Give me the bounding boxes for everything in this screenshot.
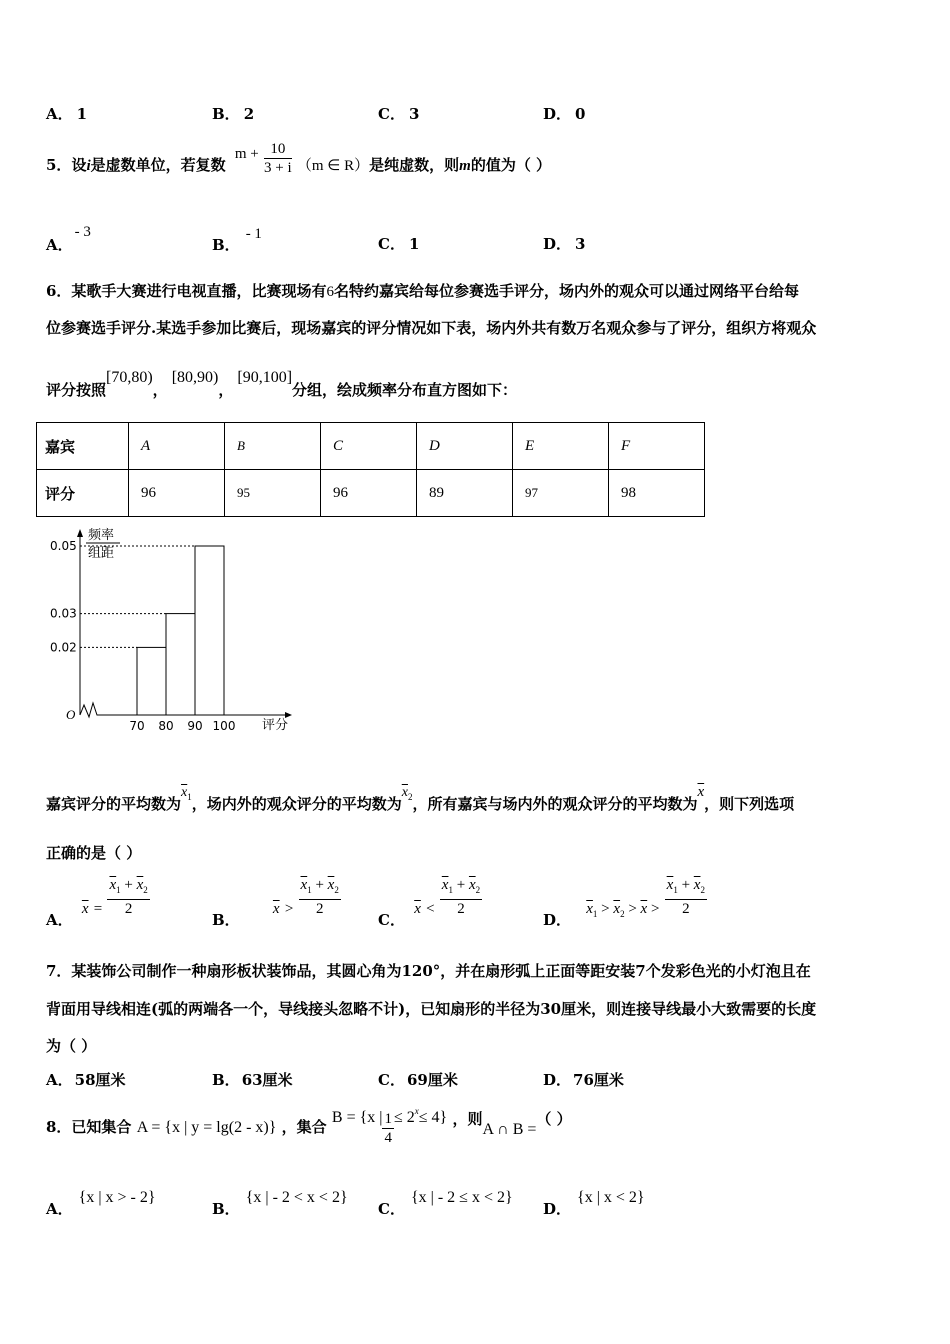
q4-option-b: B． 2	[212, 105, 255, 123]
q7-option-d: D． 76厘米	[543, 1071, 624, 1089]
y-tick-label: 0.02	[50, 640, 77, 655]
q4-option-c: C． 3	[378, 105, 420, 123]
q4-option-a: A． 1	[46, 105, 88, 123]
table-cell: F	[609, 423, 705, 470]
q8-stem: 8．已知集合 A = {x | y = lg(2 - x)} ，集合 B = {x | $\frac{1}{4}$ ≤ $2^x\le 4$} ，则A ∩ B =（ ）	[46, 1106, 572, 1146]
q5-fraction: $\frac{10}{3 + i}$	[264, 141, 292, 176]
table-cell: E	[513, 423, 609, 470]
q5-option-d: D． 3	[543, 235, 586, 253]
x2-bar: $\overline{x}$	[401, 785, 408, 800]
q5-option-c: C． 1	[378, 235, 420, 253]
q6-option-a: A． $\overline{x}$ = $\frac{\overline{x}_1 + \overline{x}_2}{2}$	[46, 877, 148, 929]
x-tick-label: 70	[129, 719, 145, 733]
guest-score-table	[36, 422, 705, 517]
histogram-bar	[195, 546, 224, 715]
origin-label: O	[66, 707, 76, 722]
q6-line-3: 评分按照[70,80)，[80,90)，[90,100]分组，绘成频率分布直方图如下：	[46, 369, 518, 399]
interval-70-80: [70,80)	[106, 369, 153, 386]
set-b-fraction: $\frac{1}{4}$	[384, 1110, 392, 1146]
x-tick-label: 80	[158, 719, 174, 733]
x-tick-label: 100	[212, 719, 236, 733]
q7-option-c: C． 69厘米	[378, 1071, 458, 1089]
set-a: A = {x | y = lg(2 - x)}	[136, 1119, 277, 1136]
y-tick-label: 0.03	[50, 606, 77, 621]
q5-m-plus: m +	[234, 146, 259, 162]
q8-option-b: B．{x | - 2 < x < 2}	[212, 1189, 348, 1218]
table-cell: A	[129, 423, 225, 470]
q5-option-a: A．- 3	[46, 224, 91, 254]
interval-90-100: [90,100]	[237, 369, 293, 386]
frequency-histogram	[40, 525, 340, 745]
x-axis-label: 评分	[262, 718, 289, 733]
q6-line-2: 位参赛选手评分.某选手参加比赛后，现场嘉宾的评分情况如下表，场内外共有数万名观众参与了评分，组织方将观众	[46, 319, 817, 337]
histogram-bar	[166, 614, 195, 715]
table-cell: 96	[129, 470, 225, 517]
x1-bar: $\overline{x}$	[181, 785, 188, 800]
table-cell: D	[417, 423, 513, 470]
y-label-bottom: 组距	[88, 546, 115, 561]
table-cell: 89	[417, 470, 513, 517]
table-cell: 96	[321, 470, 417, 517]
y-label-top: 频率	[88, 528, 115, 543]
table-cell: B	[225, 423, 321, 470]
table-cell: 97	[513, 470, 609, 517]
q5-option-b: B．- 1	[212, 226, 262, 254]
q7-line-2: 背面用导线相连(弧的两端各一个，导线接头忽略不计)，已知扇形的半径为30厘米，则连接导线最小大致需要的长度	[46, 1000, 817, 1018]
x-bar: $\overline{x}$	[697, 784, 705, 800]
x-tick-label: 90	[187, 719, 203, 733]
set-b-prefix: B = {x |	[331, 1109, 383, 1126]
table-cell: C	[321, 423, 417, 470]
q7-line-1: 7．某装饰公司制作一种扇形板状装饰品，其圆心角为120°，并在扇形弧上正面等距安装7个发彩色光的小灯泡且在	[46, 962, 811, 980]
q5-stem: 5．设i是虚数单位，若复数 m + $\frac{10}{3 + i}$ （m ∈ R）是纯虚数，则m的值为（ ）	[46, 141, 552, 176]
q7-option-a: A． 58厘米	[46, 1071, 126, 1089]
interval-80-90: [80,90)	[171, 369, 219, 386]
q6-after-line-2: 正确的是（ ）	[46, 844, 142, 862]
q4-option-d: D． 0	[543, 105, 586, 123]
y-axis-arrow	[77, 529, 83, 537]
q8-option-c: C．{x | - 2 ≤ x < 2}	[378, 1189, 513, 1218]
q6-after-line-1: 嘉宾评分的平均数为$\overline{x}_1$，场内外的观众评分的平均数为$\overline{x}_2$，所有嘉宾与场内外的观众评分的平均数为$\overline{x}$，则下列选项	[46, 784, 795, 813]
y-tick-label: 0.05	[50, 539, 77, 553]
q6-line-1: 6．某歌手大赛进行电视直播，比赛现场有6名特约嘉宾给每位参赛选手评分，场内外的观众可以通过网络平台给每	[46, 282, 799, 300]
q8-option-a: A．{x | x > - 2}	[46, 1189, 156, 1218]
q6-option-c: C． $\overline{x}$ < $\frac{\overline{x}_1 + \overline{x}_2}{2}$	[378, 877, 481, 929]
histogram-bar	[137, 647, 166, 715]
table-row-guests	[37, 423, 705, 470]
a-cap-b: A ∩ B =	[482, 1121, 537, 1138]
table-row-scores	[37, 470, 705, 517]
table-header-score: 评分	[37, 470, 129, 517]
q6-option-d: D． $\overline{x}_1 > \overline{x}_2 > \overline{x}$ > $\frac{\overline{x}_1 + \overline{x}_2}{2}$	[543, 877, 705, 929]
q8-option-d: D．{x | x < 2}	[543, 1189, 645, 1218]
axis-break	[80, 703, 102, 717]
table-cell: 98	[609, 470, 705, 517]
q7-option-b: B． 63厘米	[212, 1071, 293, 1089]
table-header-guest: 嘉宾	[37, 423, 129, 470]
q6-option-b: B． $\overline{x}$ > $\frac{\overline{x}_1 + \overline{x}_2}{2}$	[212, 877, 339, 929]
table-cell: 95	[225, 470, 321, 517]
q7-line-3: 为（ ）	[46, 1037, 97, 1055]
